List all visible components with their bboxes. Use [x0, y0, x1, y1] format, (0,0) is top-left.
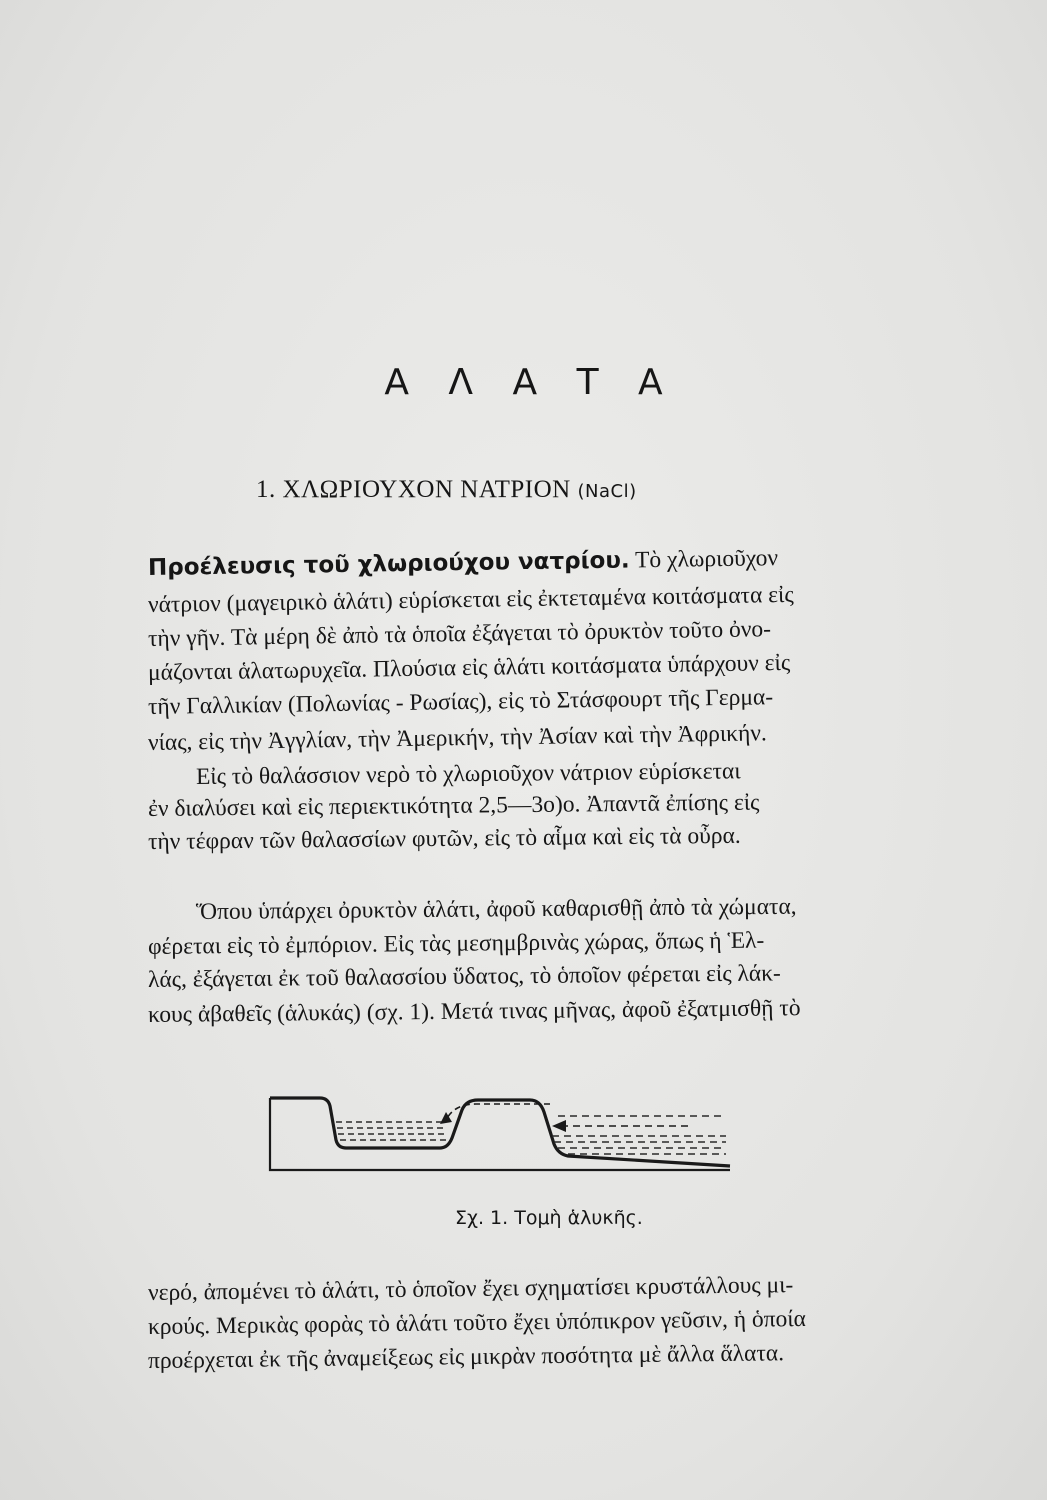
basin-water-left — [336, 1122, 448, 1140]
paragraph-line: νίας, εἰς τὴν Ἀγγλίαν, τὴν Ἀμερικήν, τὴν Ἀσίαν καὶ τὴν Ἀφρικήν. — [147, 720, 768, 756]
salt-pan-diagram — [268, 1080, 738, 1180]
chemical-formula: (NaCl) — [577, 481, 637, 502]
paragraph-line: Εἰς τὸ θαλάσσιον νερὸ τὸ χλωριοῦχον νάτριον εὑρίσκεται — [195, 758, 741, 790]
paragraph-line — [148, 543, 779, 583]
section-number: 1. — [256, 476, 276, 503]
paragraph-line: τὴν τέφραν τῶν θαλασσίων φυτῶν, εἰς τὸ αἷμα καὶ εἰς τὰ οὖρα. — [147, 822, 741, 855]
paragraph-line: Ὅπου ὑπάρχει ὀρυκτὸν ἁλάτι, ἀφοῦ καθαρισθῇ ἀπὸ τὰ χώματα, — [195, 893, 797, 925]
paragraph-line: νάτριον (μαγειρικὸ ἁλάτι) εὑρίσκεται εἰς ἐκτεταμένα κοιτάσματα εἰς — [147, 581, 794, 618]
paragraph-line: μάζονται ἁλατωρυχεῖα. Πλούσια εἰς ἁλάτι κοιτάσματα ὑπάρχουν εἰς — [147, 649, 791, 686]
section-heading-text: ΧΛΩΡΙΟΥΧΟΝ ΝΑΤΡΙΟΝ — [282, 476, 571, 503]
ground-profile — [270, 1098, 730, 1166]
paragraph-line: ἐν διαλύσει καὶ εἰς περιεκτικότητα 2,5—3ο)ο. Ἀπαντᾶ ἐπίσης εἰς — [147, 789, 760, 822]
paragraph-line: τῆν Γαλλικίαν (Πολωνίας - Ρωσίας), εἰς τὸ Στάσφουρτ τῆς Γερμα- — [147, 684, 774, 720]
paragraph-line: κους ἀβαθεῖς (ἁλυκάς) (σχ. 1). Μετά τινας μῆνας, ἀφοῦ ἐξατμισθῇ τὸ — [147, 995, 801, 1028]
salt-pan-section-svg — [268, 1080, 738, 1180]
bold-lead-heading: Προέλευσις τοῦ χλωριούχου νατρίου. — [147, 547, 630, 581]
chapter-title: Α Λ Α Τ Α — [384, 362, 677, 403]
paragraph-line: προέρχεται ἐκ τῆς ἀναμείξεως εἰς μικρὰν ποσότητα μὲ ἄλλα ἅλατα. — [147, 1340, 785, 1374]
paragraph-line: φέρεται εἰς τὸ ἐμπόριον. Εἰς τὰς μεσημβρινὰς χώρας, ὅπως ἡ Ἑλ- — [147, 927, 765, 960]
figure-caption: Σχ. 1. Τομὴ ἁλυκῆς. — [455, 1207, 643, 1229]
paragraph-line: λάς, ἐξάγεται ἐκ τοῦ θαλασσίου ὕδατος, τὸ ὁποῖον φέρεται εἰς λάκ- — [147, 960, 781, 993]
line-rest: Τὸ χλωριοῦχον — [634, 545, 779, 574]
sea-arrow-head — [552, 1120, 566, 1132]
paragraph-line: τὴν γῆν. Τὰ μέρη δὲ ἀπὸ τὰ ὁποῖα ἐξάγεται τὸ ὀρυκτὸν τοῦτο ὀνο- — [147, 616, 772, 652]
section-heading — [256, 476, 637, 504]
sea-water-right — [552, 1116, 726, 1154]
paragraph-line: νερό, ἀπομένει τὸ ἁλάτι, τὸ ὁποῖον ἔχει σχηματίσει κρυστάλλους μι- — [147, 1272, 794, 1306]
paragraph-line: κρούς. Μερικὰς φορὰς τὸ ἁλάτι τοῦτο ἔχει ὑπόπικρον γεῦσιν, ἡ ὁποία — [147, 1305, 807, 1340]
